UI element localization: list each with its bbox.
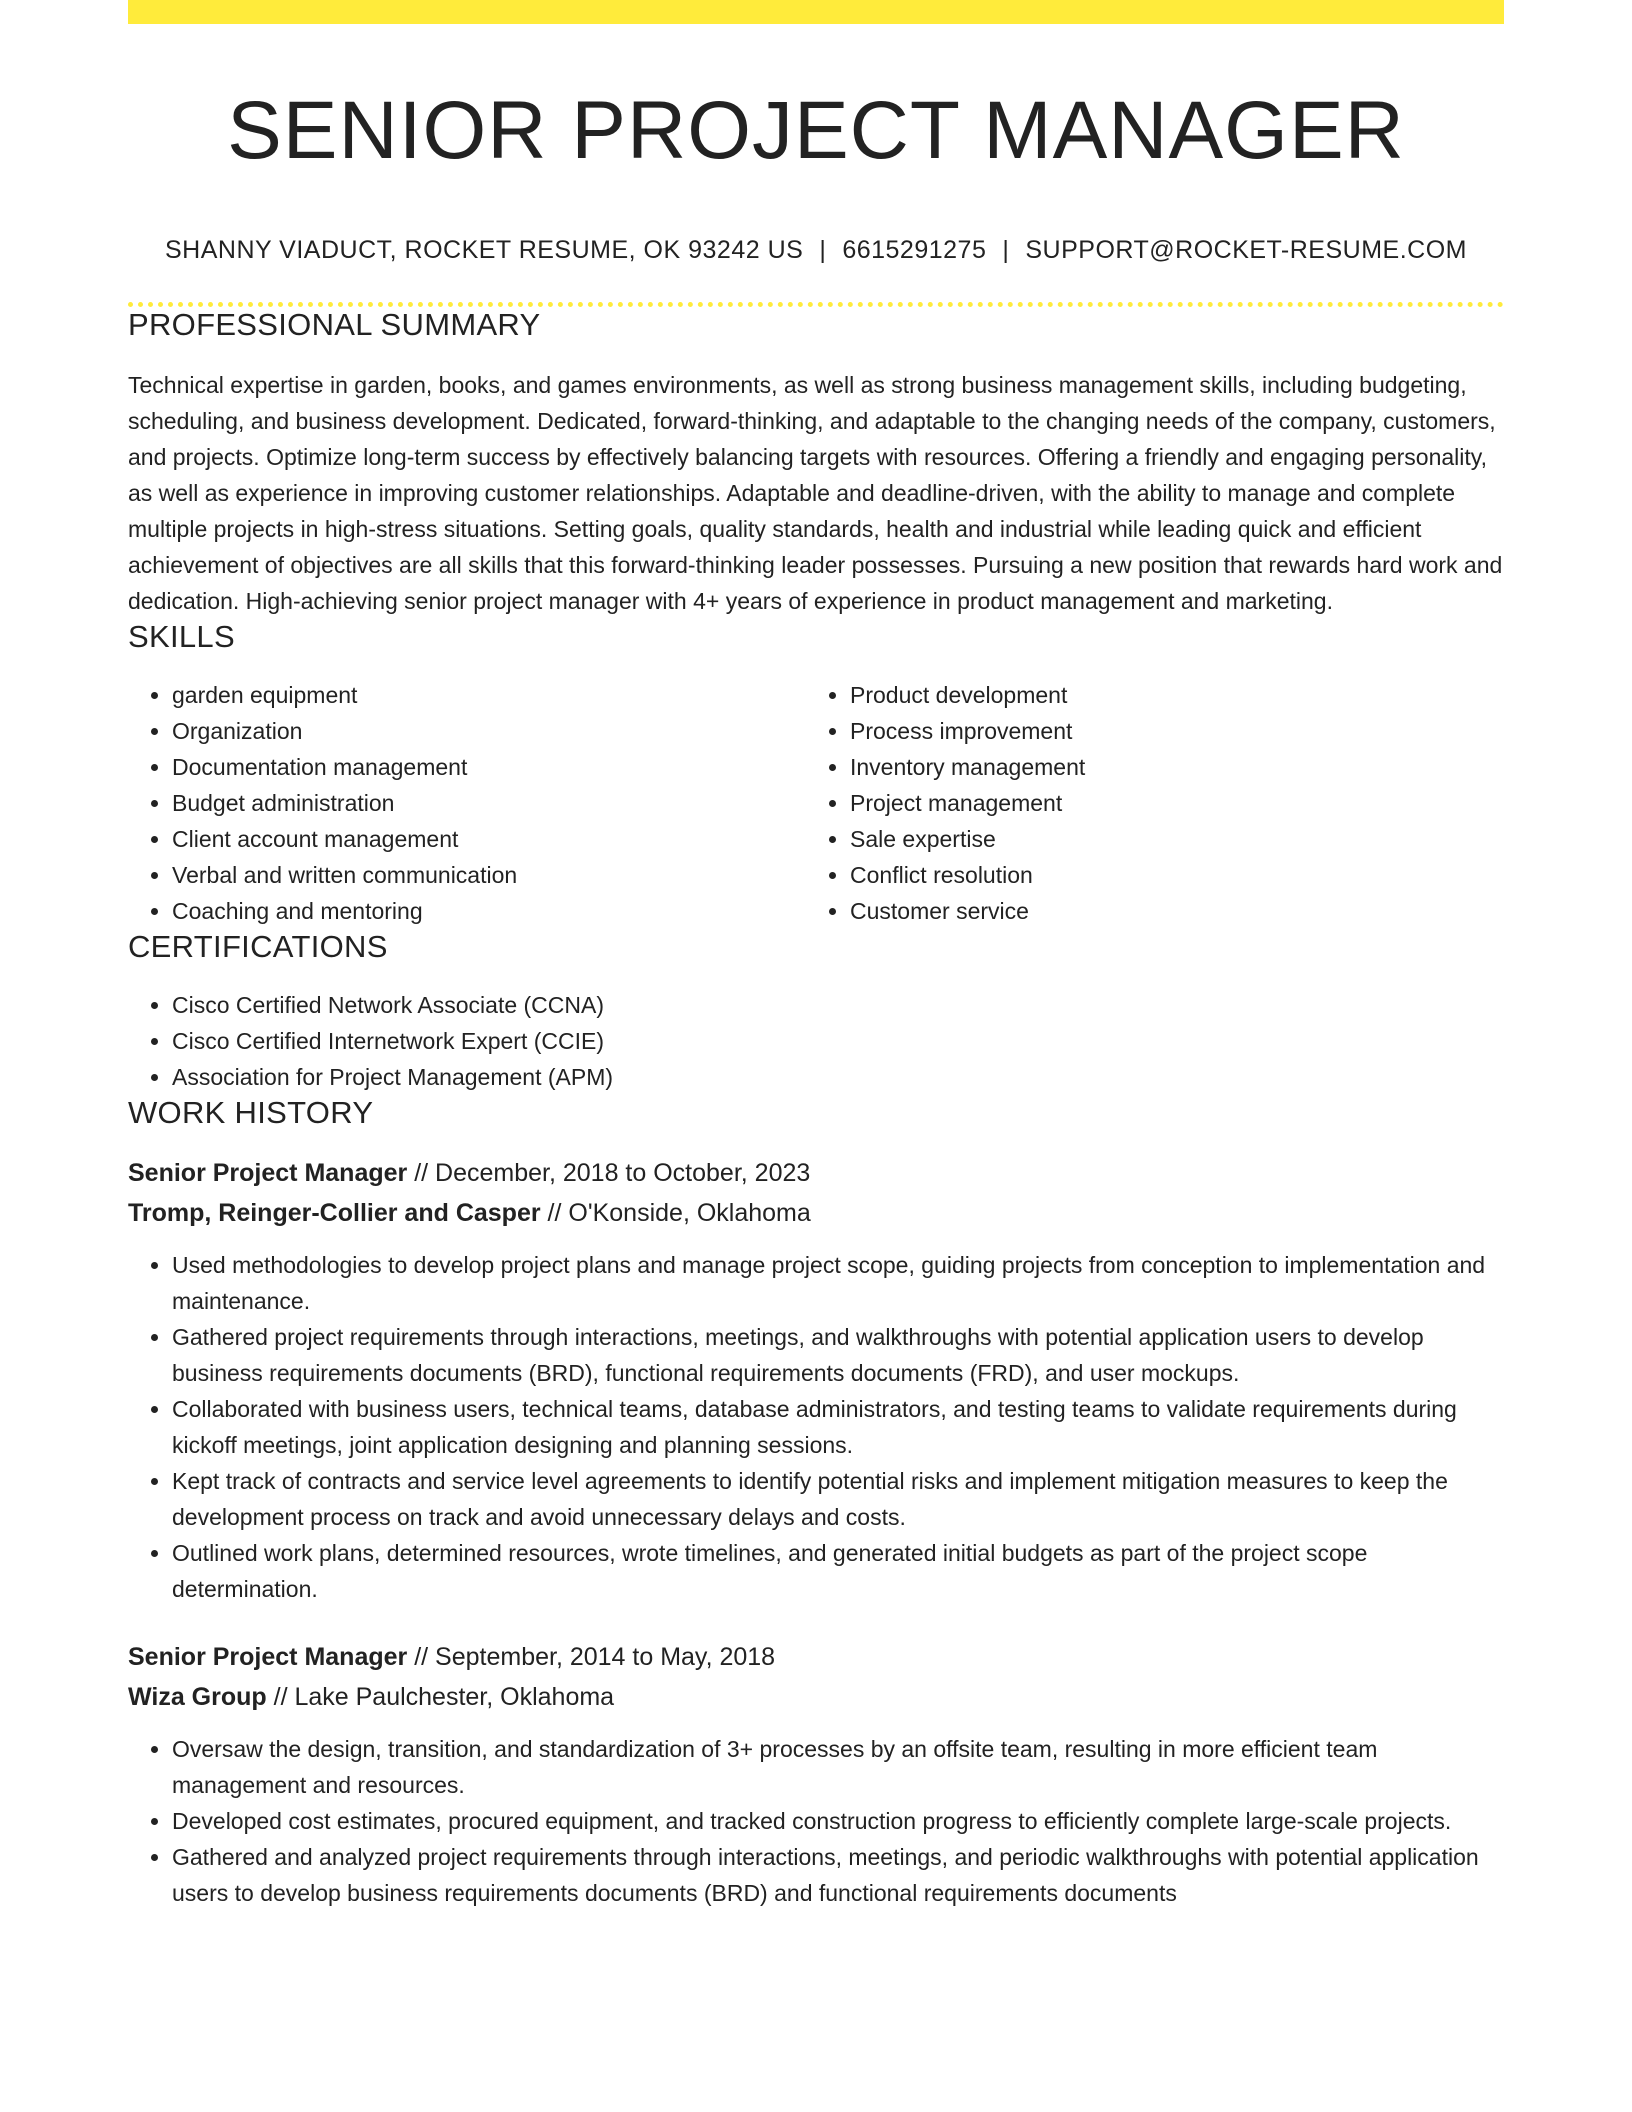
job-bullet: • Gathered and analyzed project requirements through interactions, meetings, and periodic walkthroughs with potential application users to develop business requirements documents (BRD) and functional requirements documents xyxy=(172,1839,1504,1911)
certification-item: • Cisco Certified Internetwork Expert (CCIE) xyxy=(172,1023,1504,1059)
skill-item: • garden equipment xyxy=(172,677,806,713)
skill-item: • Coaching and mentoring xyxy=(172,893,806,929)
job-dates: // December, 2018 to October, 2023 xyxy=(407,1159,811,1188)
job-bullet: • Gathered project requirements through interactions, meetings, and walkthroughs with potential application users to develop business requirements documents (BRD), functional requirements documents (FRD), and user mockups. xyxy=(172,1319,1504,1391)
skill-item: • Organization xyxy=(172,713,806,749)
skills-column-left xyxy=(128,677,806,929)
job-bullet: • Kept track of contracts and service level agreements to identify potential risks and implement mitigation measures to keep the development process on track and avoid unnecessary delays and costs. xyxy=(172,1463,1504,1535)
work-history-heading: WORK HISTORY xyxy=(128,1095,374,1131)
job-company: Tromp, Reinger-Collier and Casper xyxy=(128,1199,541,1228)
skill-item: • Budget administration xyxy=(172,785,806,821)
summary-text: Technical expertise in garden, books, and games environments, as well as strong business management skills, including budgeting, scheduling, and business development. Dedicated, forward-thinking, and adaptable to the changing needs of the company, customers, and projects. Optimize long-term success by effectively balancing targets with resources. Offering a friendly and engaging personality, as well as experience in improving customer relationships. Adaptable and deadline-driven, with the ability to manage and complete multiple projects in high-stress situations. Setting goals, quality standards, health and industrial while leading quick and efficient achievement of objectives are all skills that this forward-thinking leader possesses. Pursuing a new position that rewards hard work and dedication. High-achieving senior project manager with 4+ years of experience in product management and marketing. xyxy=(128,372,1503,615)
job-location: // Lake Paulchester, Oklahoma xyxy=(266,1683,615,1712)
job-company-line xyxy=(128,1193,1504,1233)
job-bullet: • Used methodologies to develop project plans and manage project scope, guiding projects from conception to implementation and maintenance. xyxy=(172,1247,1504,1319)
certification-item: • Cisco Certified Network Associate (CCNA) xyxy=(172,987,1504,1023)
job-company-line xyxy=(128,1677,1504,1717)
job-bullet: • Collaborated with business users, technical teams, database administrators, and testing teams to validate requirements during kickoff meetings, joint application designing and planning sessions. xyxy=(172,1391,1504,1463)
skills-heading: SKILLS xyxy=(128,619,235,655)
skill-item: • Process improvement xyxy=(850,713,1484,749)
contact-address: SHANNY VIADUCT, ROCKET RESUME, OK 93242 US xyxy=(165,236,804,265)
skill-item: • Project management xyxy=(850,785,1484,821)
contact-separator: | xyxy=(819,236,827,265)
top-accent-bar xyxy=(128,0,1504,24)
job-bullets xyxy=(128,1731,1504,1911)
contact-email: SUPPORT@ROCKET-RESUME.COM xyxy=(1025,236,1467,265)
job-title-line xyxy=(128,1153,1504,1193)
job-entry xyxy=(128,1153,1504,1607)
job-entry xyxy=(128,1637,1504,1911)
skill-item: • Conflict resolution xyxy=(850,857,1484,893)
summary-heading: PROFESSIONAL SUMMARY xyxy=(128,307,541,343)
page-title: SENIOR PROJECT MANAGER xyxy=(227,85,1405,176)
job-bullets xyxy=(128,1247,1504,1607)
job-bullet: • Oversaw the design, transition, and standardization of 3+ processes by an offsite team, resulting in more efficient team management and resources. xyxy=(172,1731,1504,1803)
resume-page xyxy=(128,0,1504,1911)
job-location: // O'Konside, Oklahoma xyxy=(540,1199,811,1228)
certification-item: • Association for Project Management (APM) xyxy=(172,1059,1504,1095)
skill-item: • Client account management xyxy=(172,821,806,857)
skill-item: • Customer service xyxy=(850,893,1484,929)
job-bullet: • Developed cost estimates, procured equipment, and tracked construction progress to efficiently complete large-scale projects. xyxy=(172,1803,1504,1839)
job-company: Wiza Group xyxy=(128,1683,267,1712)
job-role: Senior Project Manager xyxy=(128,1159,408,1188)
contact-separator: | xyxy=(1002,236,1010,265)
skill-item: • Inventory management xyxy=(850,749,1484,785)
job-title-line xyxy=(128,1637,1504,1677)
skill-item: • Sale expertise xyxy=(850,821,1484,857)
contact-line xyxy=(128,236,1504,265)
job-dates: // September, 2014 to May, 2018 xyxy=(407,1643,776,1672)
certifications-heading: CERTIFICATIONS xyxy=(128,929,388,965)
contact-phone: 6615291275 xyxy=(842,236,987,265)
certifications-list xyxy=(128,987,1504,1095)
skill-item: • Verbal and written communication xyxy=(172,857,806,893)
skill-item: • Documentation management xyxy=(172,749,806,785)
skills-column-right xyxy=(806,677,1484,929)
job-bullet: • Outlined work plans, determined resources, wrote timelines, and generated initial budgets as part of the project scope determination. xyxy=(172,1535,1504,1607)
skills-list xyxy=(128,677,1504,929)
job-role: Senior Project Manager xyxy=(128,1643,408,1672)
skill-item: • Product development xyxy=(850,677,1484,713)
